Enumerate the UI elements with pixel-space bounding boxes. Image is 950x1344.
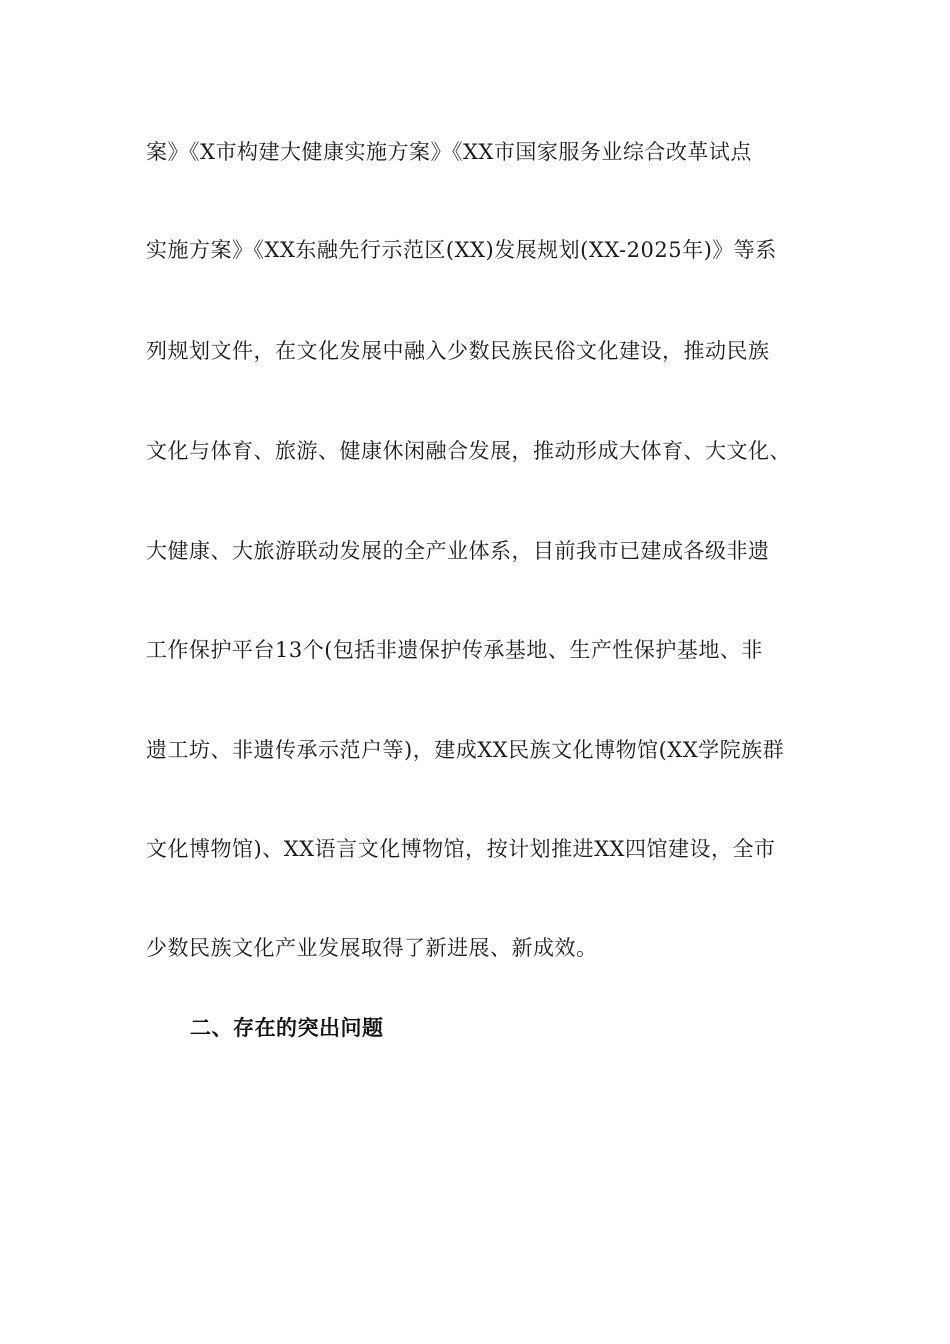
- paragraph-line: 遗工坊、非遗传承示范户等)，建成XX民族文化博物馆(XX学院族群: [146, 738, 785, 762]
- paragraph-line: 工作保护平台13个(包括非遗保护传承基地、生产性保护基地、非: [146, 638, 763, 662]
- section-heading: 二、存在的突出问题: [190, 1016, 384, 1040]
- paragraph-line: 实施方案》《XX东融先行示范区(XX)发展规划(XX-2025年)》等系: [146, 238, 777, 262]
- paragraph-line: 文化博物馆)、XX语言文化博物馆，按计划推进XX四馆建设，全市: [146, 837, 776, 861]
- paragraph-line: 列规划文件，在文化发展中融入少数民族民俗文化建设，推动民族: [146, 339, 770, 363]
- paragraph-line: 案》《X市构建大健康实施方案》《XX市国家服务业综合改革试点: [146, 140, 752, 164]
- paragraph-line: 大健康、大旅游联动发展的全产业体系，目前我市已建成各级非遗: [146, 539, 770, 563]
- paragraph-line: 少数民族文化产业发展取得了新进展、新成效。: [146, 936, 598, 960]
- paragraph-line: 文化与体育、旅游、健康休闲融合发展，推动形成大体育、大文化、: [146, 439, 791, 463]
